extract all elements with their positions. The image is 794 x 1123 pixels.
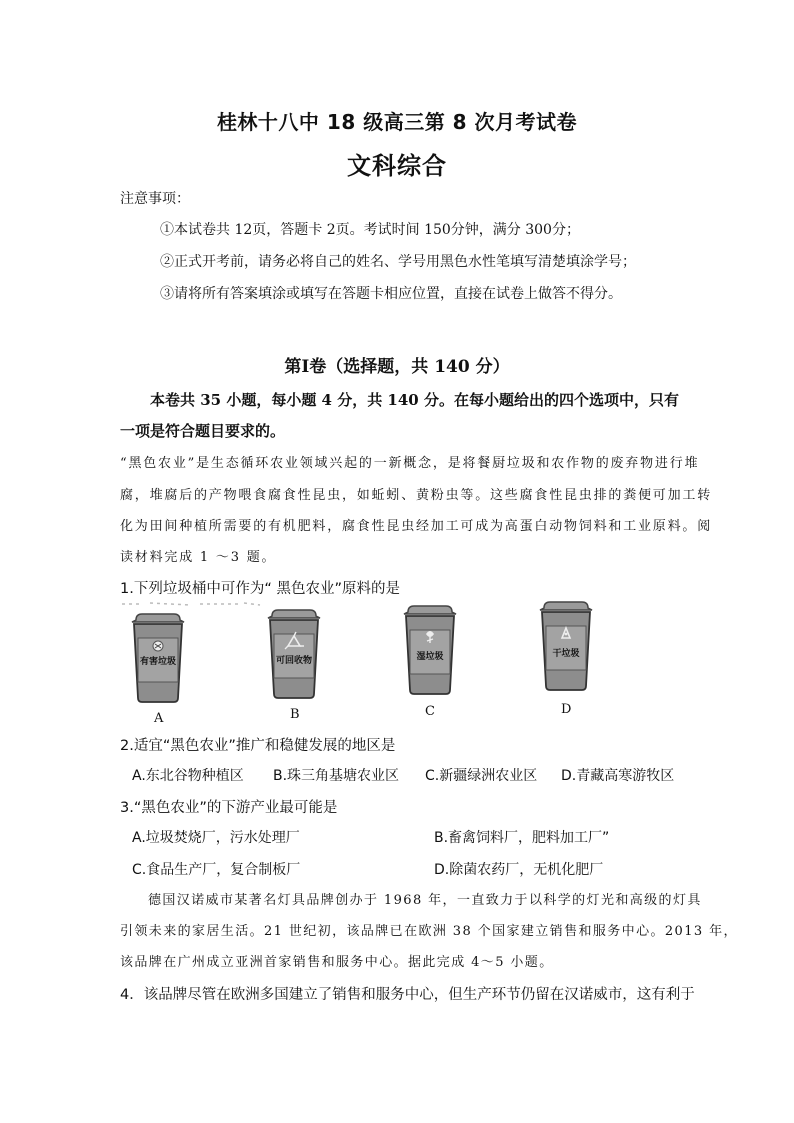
question-3-stem: 3.“黑色农业”的下游产业最可能是: [120, 800, 338, 816]
exam-title: 桂林十八中 18 级高三第 8 次月考试卷: [216, 110, 578, 134]
question-1-stem: 1.下列垃圾桶中可作为“ 黑色农业”原料的是: [120, 581, 400, 597]
question-2-option-a: A.东北谷物种植区: [132, 768, 244, 784]
material-1-line-1: “黑色农业”是生态循环农业领域兴起的一新概念，是将餐厨垃圾和农作物的废弃物进行堆: [120, 456, 700, 471]
bin-d-illustration: [536, 600, 596, 692]
bin-a-letter: A: [154, 711, 164, 726]
question-2-option-d: D.青藏高寒游牧区: [561, 768, 675, 784]
notice-item-2: ②正式开考前，请务必将自己的姓名、学号用黑色水性笔填写清楚填涂学号；: [160, 254, 636, 270]
section-intro-line-1: 本卷共 35 小题，每小题 4 分，共 140 分。在每小题给出的四个选项中，只有: [150, 391, 679, 409]
hazard-icon: [153, 641, 163, 651]
material-1-line-4: 读材料完成 1 ～3 题。: [120, 550, 277, 565]
material-2-line-2: 引领未来的家居生活。21 世纪初，该品牌已在欧洲 38 个国家建立销售和服务中心。2013 年，: [120, 924, 738, 939]
question-3-option-b: B.畜禽饲料厂，肥料加工厂”: [434, 830, 610, 846]
material-2-line-1: 德国汉诺威市某著名灯具品牌创办于 1968 年，一直致力于以科学的灯光和高级的灯具: [148, 893, 702, 908]
bin-b-label: 可回收物: [275, 656, 313, 666]
notice-item-1: ①本试卷共 12页，答题卡 2页。考试时间 150分钟，满分 300分；: [160, 222, 580, 238]
bin-c-illustration: [400, 604, 460, 696]
bin-d-label: 干垃圾: [552, 649, 580, 659]
question-3-option-a: A.垃圾焚烧厂，污水处理厂: [132, 830, 300, 846]
material-1-line-2: 腐，堆腐后的产物喂食腐食性昆虫，如蚯蚓、黄粉虫等。这些腐食性昆虫排的粪便可加工转: [120, 488, 713, 503]
bin-c-letter: C: [425, 704, 435, 719]
exam-subtitle: 文科综合: [347, 152, 447, 180]
scan-artifact: [120, 600, 270, 608]
notice-item-3: ③请将所有答案填涂或填写在答题卡相应位置，直接在试卷上做答不得分。: [160, 286, 622, 302]
question-4-stem: 4．该品牌尽管在欧洲多国建立了销售和服务中心，但生产环节仍留在汉诺威市，这有利于: [120, 987, 695, 1003]
material-2-line-3: 该品牌在广州成立亚洲首家销售和服务中心。据此完成 4～5 小题。: [120, 955, 554, 970]
question-3-option-d: D.除菌农药厂，无机化肥厂: [434, 862, 604, 878]
question-2-option-b: B.珠三角基塘农业区: [273, 768, 400, 784]
bin-b-letter: B: [290, 707, 300, 722]
bin-a-illustration: [128, 612, 188, 704]
section-intro-line-2: 一项是符合题目要求的。: [120, 422, 286, 440]
notice-heading: 注意事项：: [120, 191, 190, 207]
question-2-stem: 2.适宜“黑色农业”推广和稳健发展的地区是: [120, 738, 396, 754]
question-2-option-c: C.新疆绿洲农业区: [425, 768, 538, 784]
bin-c-label: 湿垃圾: [416, 652, 444, 662]
bin-a-label: 有害垃圾: [139, 657, 177, 667]
section-title: 第Ⅰ卷（选择题，共 140 分）: [284, 357, 510, 377]
material-1-line-3: 化为田间种植所需要的有机肥料，腐食性昆虫经加工可成为高蛋白动物饲料和工业原料。阅: [120, 519, 713, 534]
bin-d-letter: D: [561, 702, 572, 717]
bin-b-illustration: [264, 608, 324, 700]
question-3-option-c: C.食品生产厂，复合制板厂: [132, 862, 301, 878]
